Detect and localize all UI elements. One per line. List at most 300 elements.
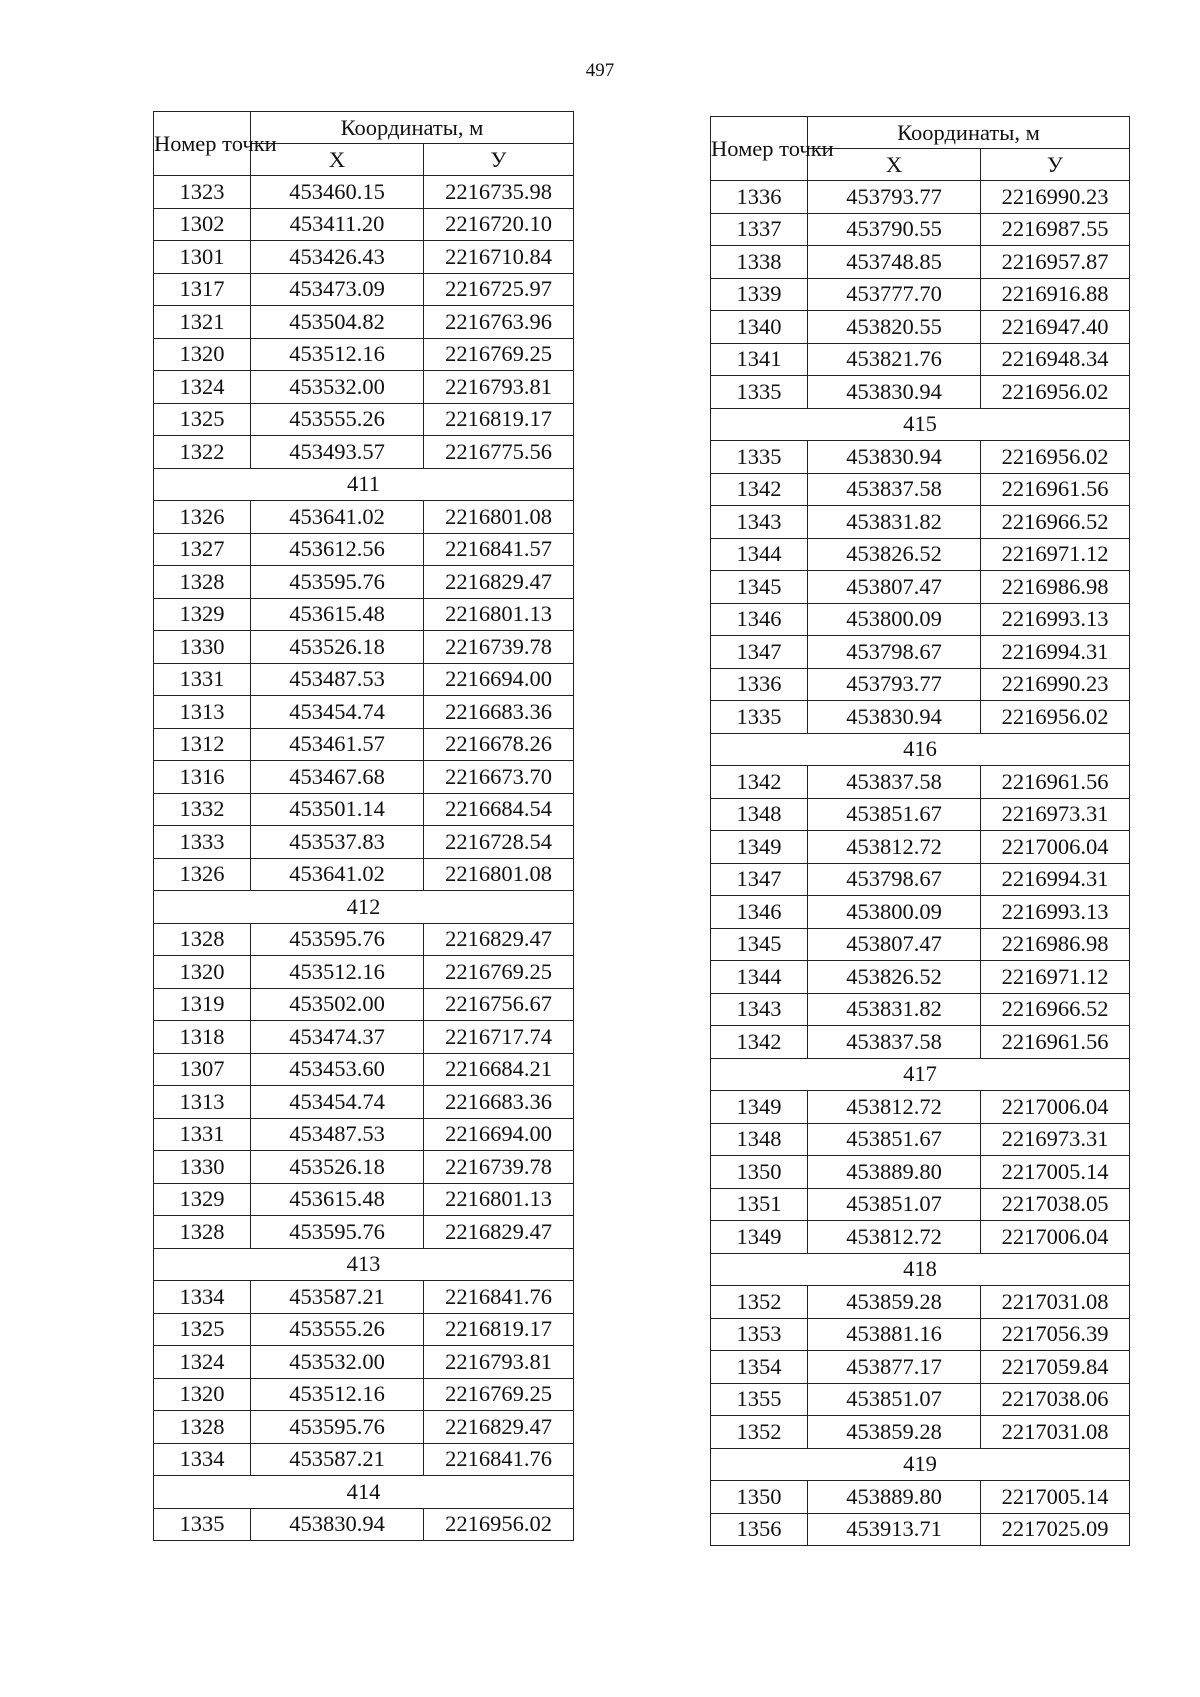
x-coordinate-cell: 453512.16: [251, 1378, 424, 1411]
point-number-cell: 1345: [711, 571, 808, 604]
point-number-cell: 1325: [154, 403, 251, 436]
x-coordinate-cell: 453830.94: [251, 1508, 424, 1541]
section-number: 415: [711, 408, 1130, 441]
x-coordinate-cell: 453501.14: [251, 793, 424, 826]
point-number-cell: 1328: [154, 1216, 251, 1249]
page-number: 497: [585, 60, 615, 81]
x-coordinate-cell: 453821.76: [808, 343, 981, 376]
section-number: 413: [154, 1248, 574, 1281]
point-number-cell: 1348: [711, 798, 808, 831]
y-coordinate-cell: 2216819.17: [424, 403, 574, 436]
table-row: [154, 1378, 574, 1411]
x-coordinate-cell: 453532.00: [251, 371, 424, 404]
x-coordinate-cell: 453595.76: [251, 1216, 424, 1249]
y-coordinate-cell: 2216793.81: [424, 371, 574, 404]
point-number-cell: 1346: [711, 896, 808, 929]
table-row: [711, 311, 1130, 344]
x-coordinate-cell: 453877.17: [808, 1351, 981, 1384]
section-number: 411: [154, 468, 574, 501]
table-row: [154, 1216, 574, 1249]
y-coordinate-cell: 2216756.67: [424, 988, 574, 1021]
point-number-cell: 1349: [711, 831, 808, 864]
table-row: [711, 1416, 1130, 1449]
x-coordinate-cell: 453526.18: [251, 1151, 424, 1184]
table-row: [154, 436, 574, 469]
point-number-cell: 1328: [154, 923, 251, 956]
point-number-cell: 1350: [711, 1156, 808, 1189]
y-coordinate-cell: 2216739.78: [424, 631, 574, 664]
table-row: [154, 988, 574, 1021]
y-coordinate-cell: 2217059.84: [981, 1351, 1130, 1384]
y-coordinate-cell: 2216725.97: [424, 273, 574, 306]
x-coordinate-cell: 453807.47: [808, 928, 981, 961]
y-coordinate-cell: 2216673.70: [424, 761, 574, 794]
x-coordinate-cell: 453411.20: [251, 208, 424, 241]
point-number-cell: 1332: [154, 793, 251, 826]
y-coordinate-cell: 2216961.56: [981, 473, 1130, 506]
point-number-cell: 1320: [154, 956, 251, 989]
section-row: [154, 1476, 574, 1509]
point-number-cell: 1312: [154, 728, 251, 761]
section-number: 419: [711, 1448, 1130, 1481]
y-coordinate-cell: 2216956.02: [981, 701, 1130, 734]
x-coordinate-cell: 453831.82: [808, 993, 981, 1026]
point-number-cell: 1339: [711, 278, 808, 311]
x-coordinate-cell: 453641.02: [251, 858, 424, 891]
point-number-cell: 1335: [711, 376, 808, 409]
table-row: [154, 306, 574, 339]
x-coordinate-cell: 453793.77: [808, 181, 981, 214]
y-coordinate-cell: 2216763.96: [424, 306, 574, 339]
section-number: 414: [154, 1476, 574, 1509]
x-coordinate-cell: 453487.53: [251, 663, 424, 696]
x-coordinate-cell: 453487.53: [251, 1118, 424, 1151]
table-row: [711, 506, 1130, 539]
x-coordinate-cell: 453831.82: [808, 506, 981, 539]
table-row: [154, 598, 574, 631]
y-coordinate-cell: 2217038.05: [981, 1188, 1130, 1221]
table-row: [711, 1091, 1130, 1124]
y-coordinate-cell: 2217005.14: [981, 1481, 1130, 1514]
point-number-cell: 1320: [154, 338, 251, 371]
point-number-cell: 1344: [711, 961, 808, 994]
y-coordinate-cell: 2216819.17: [424, 1313, 574, 1346]
table-row: [711, 181, 1130, 214]
y-coordinate-cell: 2216801.13: [424, 1183, 574, 1216]
point-number-cell: 1350: [711, 1481, 808, 1514]
x-coordinate-cell: 453830.94: [808, 441, 981, 474]
x-coordinate-cell: 453790.55: [808, 213, 981, 246]
x-coordinate-cell: 453748.85: [808, 246, 981, 279]
table-row: [711, 343, 1130, 376]
x-coordinate-cell: 453426.43: [251, 241, 424, 274]
section-row: [711, 408, 1130, 441]
x-coordinate-cell: 453512.16: [251, 338, 424, 371]
y-coordinate-cell: 2217031.08: [981, 1416, 1130, 1449]
x-coordinate-cell: 453830.94: [808, 701, 981, 734]
x-coordinate-cell: 453826.52: [808, 538, 981, 571]
table-row: [154, 1346, 574, 1379]
table-row: [711, 1156, 1130, 1189]
x-coordinate-cell: 453793.77: [808, 668, 981, 701]
table-row: [154, 501, 574, 534]
point-number-cell: 1331: [154, 1118, 251, 1151]
table-row: [711, 1383, 1130, 1416]
table-row: [711, 376, 1130, 409]
y-coordinate-cell: 2216678.26: [424, 728, 574, 761]
x-coordinate-cell: 453612.56: [251, 533, 424, 566]
x-coordinate-cell: 453830.94: [808, 376, 981, 409]
y-coordinate-cell: 2216829.47: [424, 1216, 574, 1249]
table-row: [711, 636, 1130, 669]
x-coordinate-cell: 453913.71: [808, 1513, 981, 1546]
table-row: [154, 663, 574, 696]
x-coordinate-cell: 453851.67: [808, 798, 981, 831]
table-row: [154, 1021, 574, 1054]
table-row: [154, 1313, 574, 1346]
y-coordinate-cell: 2216720.10: [424, 208, 574, 241]
point-number-cell: 1323: [154, 176, 251, 209]
x-coordinate-cell: 453526.18: [251, 631, 424, 664]
table-row: [711, 473, 1130, 506]
table-row: [711, 1188, 1130, 1221]
x-coordinate-cell: 453800.09: [808, 896, 981, 929]
point-number-cell: 1302: [154, 208, 251, 241]
y-coordinate-cell: 2216710.84: [424, 241, 574, 274]
table-row: [711, 603, 1130, 636]
x-coordinate-cell: 453837.58: [808, 1026, 981, 1059]
x-coordinate-cell: 453812.72: [808, 831, 981, 864]
table-row: [154, 338, 574, 371]
point-number-cell: 1340: [711, 311, 808, 344]
y-coordinate-cell: 2216916.88: [981, 278, 1130, 311]
section-number: 412: [154, 891, 574, 924]
x-coordinate-cell: 453798.67: [808, 636, 981, 669]
x-coordinate-cell: 453889.80: [808, 1156, 981, 1189]
point-number-cell: 1334: [154, 1281, 251, 1314]
x-coordinate-cell: 453812.72: [808, 1091, 981, 1124]
y-coordinate-cell: 2216956.02: [981, 441, 1130, 474]
header-coordinates: Координаты, м: [808, 117, 1130, 149]
point-number-cell: 1318: [154, 1021, 251, 1054]
table-row: [154, 1443, 574, 1476]
point-number-cell: 1353: [711, 1318, 808, 1351]
y-coordinate-cell: 2216694.00: [424, 663, 574, 696]
x-coordinate-cell: 453889.80: [808, 1481, 981, 1514]
y-coordinate-cell: 2216987.55: [981, 213, 1130, 246]
x-coordinate-cell: 453532.00: [251, 1346, 424, 1379]
point-number-cell: 1349: [711, 1091, 808, 1124]
y-coordinate-cell: 2216971.12: [981, 961, 1130, 994]
y-coordinate-cell: 2216993.13: [981, 603, 1130, 636]
x-coordinate-cell: 453820.55: [808, 311, 981, 344]
point-number-cell: 1342: [711, 1026, 808, 1059]
section-row: [711, 1253, 1130, 1286]
y-coordinate-cell: 2216956.02: [424, 1508, 574, 1541]
y-coordinate-cell: 2216841.76: [424, 1281, 574, 1314]
x-coordinate-cell: 453587.21: [251, 1281, 424, 1314]
point-number-cell: 1333: [154, 826, 251, 859]
table-row: [711, 766, 1130, 799]
coordinates-table-left: [153, 111, 574, 1541]
y-coordinate-cell: 2216801.08: [424, 858, 574, 891]
section-row: [711, 1058, 1130, 1091]
table-row: [154, 858, 574, 891]
point-number-cell: 1348: [711, 1123, 808, 1156]
table-row: [711, 1351, 1130, 1384]
y-coordinate-cell: 2216986.98: [981, 928, 1130, 961]
x-coordinate-cell: 453851.67: [808, 1123, 981, 1156]
table-row: [154, 1151, 574, 1184]
x-coordinate-cell: 453881.16: [808, 1318, 981, 1351]
point-number-cell: 1313: [154, 1086, 251, 1119]
header-y: У: [981, 149, 1130, 181]
section-number: 416: [711, 733, 1130, 766]
x-coordinate-cell: 453615.48: [251, 598, 424, 631]
y-coordinate-cell: 2216683.36: [424, 696, 574, 729]
x-coordinate-cell: 453555.26: [251, 403, 424, 436]
y-coordinate-cell: 2216841.76: [424, 1443, 574, 1476]
point-number-cell: 1347: [711, 863, 808, 896]
x-coordinate-cell: 453454.74: [251, 1086, 424, 1119]
x-coordinate-cell: 453812.72: [808, 1221, 981, 1254]
point-number-cell: 1356: [711, 1513, 808, 1546]
point-number-cell: 1338: [711, 246, 808, 279]
point-number-cell: 1342: [711, 473, 808, 506]
y-coordinate-cell: 2216684.54: [424, 793, 574, 826]
table-row: [154, 761, 574, 794]
table-row: [154, 1411, 574, 1444]
y-coordinate-cell: 2216683.36: [424, 1086, 574, 1119]
table-row: [711, 668, 1130, 701]
table-row: [154, 1086, 574, 1119]
table-row: [711, 701, 1130, 734]
section-number: 417: [711, 1058, 1130, 1091]
x-coordinate-cell: 453851.07: [808, 1383, 981, 1416]
y-coordinate-cell: 2216694.00: [424, 1118, 574, 1151]
y-coordinate-cell: 2216841.57: [424, 533, 574, 566]
y-coordinate-cell: 2216769.25: [424, 956, 574, 989]
y-coordinate-cell: 2217056.39: [981, 1318, 1130, 1351]
x-coordinate-cell: 453473.09: [251, 273, 424, 306]
x-coordinate-cell: 453807.47: [808, 571, 981, 604]
x-coordinate-cell: 453851.07: [808, 1188, 981, 1221]
table-row: [154, 1118, 574, 1151]
y-coordinate-cell: 2216793.81: [424, 1346, 574, 1379]
table-row: [154, 176, 574, 209]
y-coordinate-cell: 2216973.31: [981, 798, 1130, 831]
x-coordinate-cell: 453800.09: [808, 603, 981, 636]
point-number-cell: 1351: [711, 1188, 808, 1221]
point-number-cell: 1326: [154, 858, 251, 891]
x-coordinate-cell: 453641.02: [251, 501, 424, 534]
x-coordinate-cell: 453777.70: [808, 278, 981, 311]
point-number-cell: 1317: [154, 273, 251, 306]
point-number-cell: 1349: [711, 1221, 808, 1254]
point-number-cell: 1324: [154, 371, 251, 404]
header-point-number: Номер точки: [154, 112, 251, 176]
y-coordinate-cell: 2216829.47: [424, 566, 574, 599]
point-number-cell: 1343: [711, 993, 808, 1026]
table-row: [154, 956, 574, 989]
point-number-cell: 1341: [711, 343, 808, 376]
section-row: [711, 1448, 1130, 1481]
point-number-cell: 1301: [154, 241, 251, 274]
table-row: [154, 793, 574, 826]
y-coordinate-cell: 2216994.31: [981, 863, 1130, 896]
point-number-cell: 1313: [154, 696, 251, 729]
x-coordinate-cell: 453502.00: [251, 988, 424, 1021]
point-number-cell: 1326: [154, 501, 251, 534]
point-number-cell: 1335: [711, 441, 808, 474]
table-row: [711, 961, 1130, 994]
table-row: [154, 208, 574, 241]
x-coordinate-cell: 453826.52: [808, 961, 981, 994]
table-row: [711, 246, 1130, 279]
x-coordinate-cell: 453537.83: [251, 826, 424, 859]
table-row: [711, 1221, 1130, 1254]
y-coordinate-cell: 2216739.78: [424, 1151, 574, 1184]
point-number-cell: 1328: [154, 566, 251, 599]
point-number-cell: 1316: [154, 761, 251, 794]
y-coordinate-cell: 2217006.04: [981, 1221, 1130, 1254]
table-row: [154, 241, 574, 274]
x-coordinate-cell: 453595.76: [251, 923, 424, 956]
x-coordinate-cell: 453461.57: [251, 728, 424, 761]
x-coordinate-cell: 453859.28: [808, 1286, 981, 1319]
x-coordinate-cell: 453837.58: [808, 473, 981, 506]
section-number: 418: [711, 1253, 1130, 1286]
point-number-cell: 1330: [154, 1151, 251, 1184]
point-number-cell: 1336: [711, 668, 808, 701]
y-coordinate-cell: 2216994.31: [981, 636, 1130, 669]
header-coordinates: Координаты, м: [251, 112, 574, 144]
x-coordinate-cell: 453595.76: [251, 566, 424, 599]
point-number-cell: 1335: [711, 701, 808, 734]
x-coordinate-cell: 453467.68: [251, 761, 424, 794]
x-coordinate-cell: 453615.48: [251, 1183, 424, 1216]
table-row: [711, 928, 1130, 961]
table-row: [711, 798, 1130, 831]
point-number-cell: 1336: [711, 181, 808, 214]
table-row: [711, 831, 1130, 864]
y-coordinate-cell: 2216966.52: [981, 993, 1130, 1026]
table-row: [154, 1053, 574, 1086]
point-number-cell: 1328: [154, 1411, 251, 1444]
y-coordinate-cell: 2216990.23: [981, 181, 1130, 214]
point-number-cell: 1347: [711, 636, 808, 669]
x-coordinate-cell: 453493.57: [251, 436, 424, 469]
point-number-cell: 1343: [711, 506, 808, 539]
point-number-cell: 1325: [154, 1313, 251, 1346]
table-row: [154, 566, 574, 599]
table-row: [154, 696, 574, 729]
table-row: [711, 538, 1130, 571]
section-row: [711, 733, 1130, 766]
point-number-cell: 1354: [711, 1351, 808, 1384]
section-row: [154, 891, 574, 924]
table-row: [711, 1286, 1130, 1319]
point-number-cell: 1346: [711, 603, 808, 636]
table-row: [711, 1123, 1130, 1156]
point-number-cell: 1324: [154, 1346, 251, 1379]
table-row: [711, 1318, 1130, 1351]
header-point-number: Номер точки: [711, 117, 808, 181]
y-coordinate-cell: 2216948.34: [981, 343, 1130, 376]
table-row: [711, 441, 1130, 474]
y-coordinate-cell: 2216717.74: [424, 1021, 574, 1054]
point-number-cell: 1335: [154, 1508, 251, 1541]
table-row: [154, 1281, 574, 1314]
y-coordinate-cell: 2217006.04: [981, 831, 1130, 864]
header-x: X: [251, 144, 424, 176]
y-coordinate-cell: 2217006.04: [981, 1091, 1130, 1124]
point-number-cell: 1319: [154, 988, 251, 1021]
x-coordinate-cell: 453837.58: [808, 766, 981, 799]
y-coordinate-cell: 2217005.14: [981, 1156, 1130, 1189]
x-coordinate-cell: 453512.16: [251, 956, 424, 989]
section-row: [154, 468, 574, 501]
y-coordinate-cell: 2216986.98: [981, 571, 1130, 604]
x-coordinate-cell: 453798.67: [808, 863, 981, 896]
y-coordinate-cell: 2216684.21: [424, 1053, 574, 1086]
y-coordinate-cell: 2216961.56: [981, 766, 1130, 799]
point-number-cell: 1322: [154, 436, 251, 469]
y-coordinate-cell: 2216993.13: [981, 896, 1130, 929]
point-number-cell: 1337: [711, 213, 808, 246]
y-coordinate-cell: 2216966.52: [981, 506, 1130, 539]
table-row: [154, 631, 574, 664]
y-coordinate-cell: 2216990.23: [981, 668, 1130, 701]
point-number-cell: 1352: [711, 1286, 808, 1319]
y-coordinate-cell: 2216829.47: [424, 923, 574, 956]
y-coordinate-cell: 2216973.31: [981, 1123, 1130, 1156]
y-coordinate-cell: 2216829.47: [424, 1411, 574, 1444]
point-number-cell: 1345: [711, 928, 808, 961]
table-row: [154, 826, 574, 859]
point-number-cell: 1331: [154, 663, 251, 696]
table-row: [711, 213, 1130, 246]
point-number-cell: 1352: [711, 1416, 808, 1449]
table-row: [154, 1508, 574, 1541]
table-row: [154, 533, 574, 566]
header-x: X: [808, 149, 981, 181]
x-coordinate-cell: 453474.37: [251, 1021, 424, 1054]
point-number-cell: 1342: [711, 766, 808, 799]
x-coordinate-cell: 453453.60: [251, 1053, 424, 1086]
y-coordinate-cell: 2216769.25: [424, 338, 574, 371]
y-coordinate-cell: 2217025.09: [981, 1513, 1130, 1546]
x-coordinate-cell: 453595.76: [251, 1411, 424, 1444]
y-coordinate-cell: 2216775.56: [424, 436, 574, 469]
table-row: [154, 728, 574, 761]
table-row: [711, 1481, 1130, 1514]
y-coordinate-cell: 2216961.56: [981, 1026, 1130, 1059]
y-coordinate-cell: 2216769.25: [424, 1378, 574, 1411]
table-row: [711, 278, 1130, 311]
table-row: [154, 371, 574, 404]
y-coordinate-cell: 2216957.87: [981, 246, 1130, 279]
y-coordinate-cell: 2217031.08: [981, 1286, 1130, 1319]
y-coordinate-cell: 2216971.12: [981, 538, 1130, 571]
table-row: [711, 1026, 1130, 1059]
table-row: [154, 403, 574, 436]
y-coordinate-cell: 2217038.06: [981, 1383, 1130, 1416]
y-coordinate-cell: 2216735.98: [424, 176, 574, 209]
y-coordinate-cell: 2216801.13: [424, 598, 574, 631]
x-coordinate-cell: 453454.74: [251, 696, 424, 729]
y-coordinate-cell: 2216956.02: [981, 376, 1130, 409]
